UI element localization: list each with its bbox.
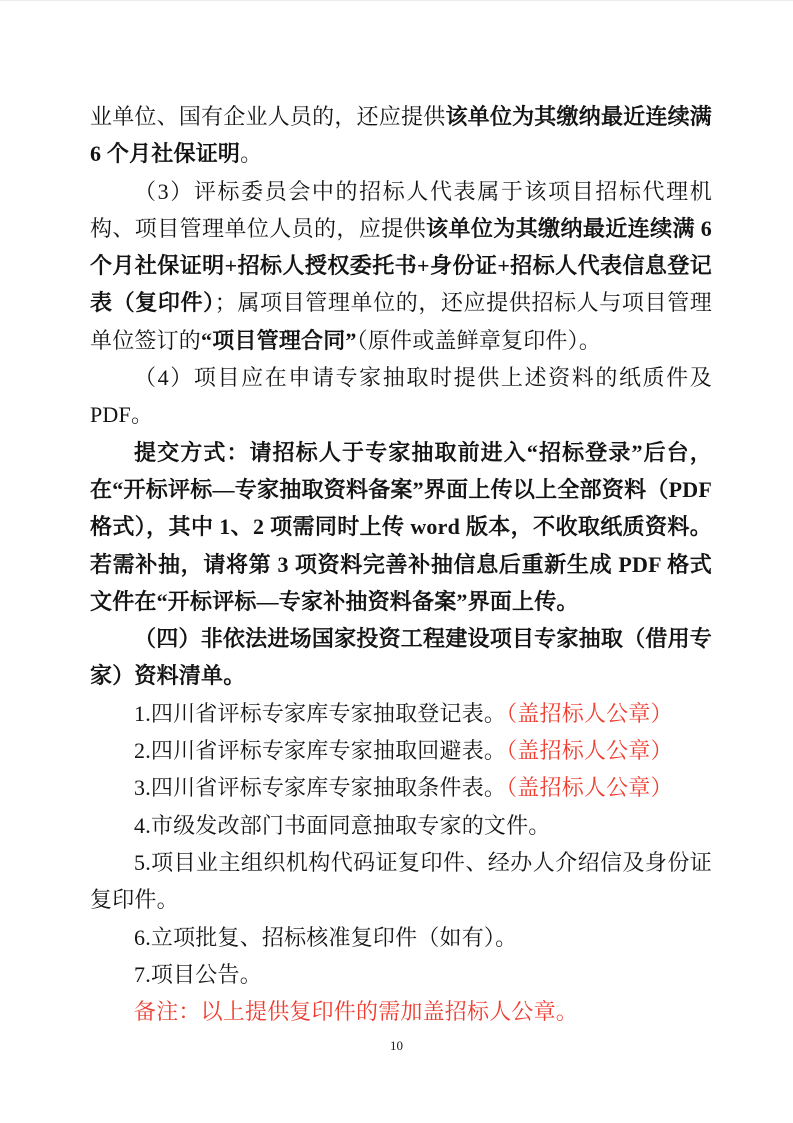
paragraph [90, 919, 712, 956]
text-run: 6.立项批复、招标核准复印件（如有）。 [134, 924, 518, 950]
text-run: “项目管理合同” [201, 327, 357, 353]
paragraph [90, 359, 712, 434]
page-number: 10 [390, 1038, 403, 1053]
text-run: （3）评标委员会中的招标人代表属于该项目招标代理机构、项目管理单位人员的，应提供 [90, 178, 712, 241]
page-footer [0, 1037, 793, 1055]
text-run: （四）非依法进场国家投资工程建设项目专家抽取（借用专家）资料清单。 [90, 626, 712, 689]
text-run: 该单位为其缴纳最近连续满 6 个月社保证明 [90, 104, 712, 167]
paragraph [90, 956, 712, 993]
paragraph [90, 769, 712, 806]
paragraph [90, 993, 712, 1030]
text-run: （盖招标人公章） [506, 775, 673, 801]
paragraph [90, 695, 712, 732]
paragraph [90, 173, 712, 359]
paragraph [90, 434, 712, 620]
text-run: 4.市级发改部门书面同意抽取专家的文件。 [134, 812, 551, 838]
text-run: （原件或盖鲜章复印件）。 [356, 327, 602, 353]
text-run: （盖招标人公章） [506, 738, 673, 764]
text-run: （盖招标人公章） [506, 700, 673, 726]
paragraph [90, 844, 712, 919]
text-run: 备注：以上提供复印件的需加盖招标人公章。 [134, 999, 579, 1025]
paragraph [90, 732, 712, 769]
text-run: 业单位、国有企业人员的，还应提供 [90, 104, 446, 129]
paragraph [90, 620, 712, 695]
text-run: 7.项目公告。 [134, 961, 262, 987]
text-run: 3.四川省评标专家库专家抽取条件表。 [134, 775, 507, 801]
text-run: 5.项目业主组织机构代码证复印件、经办人介绍信及身份证复印件。 [90, 849, 712, 913]
text-run: 该单位为其缴纳最近连续满 6 个月社保证明+招标人授权委托书+身份证+招标人代表信息登记表（复印件） [90, 215, 712, 316]
paragraph [90, 807, 712, 844]
text-run: （4）项目应在申请专家抽取时提供上述资料的纸质件及 PDF。 [90, 365, 712, 428]
document-body [90, 98, 712, 1030]
text-run: 。 [240, 141, 263, 167]
text-run: 1.四川省评标专家库专家抽取登记表。 [134, 700, 507, 726]
text-run: 提交方式：请招标人于专家抽取前进入“招标登录”后台，在“开标评标—专家抽取资料备案”界面上传以上全部资料（PDF 格式），其中 1、2 项需同时上传 word 版本，不收取纸质资料。若需补抽，请将第 3 项资料完善补抽信息后重新生成 PDF 格式文件在“开标评标—专家补抽资料备案”界面上传。 [90, 439, 712, 614]
paragraph [90, 98, 712, 173]
text-run: ；属项目管理单位的，还应提供招标人与项目管理单位签订的 [90, 290, 712, 353]
text-run: 2.四川省评标专家库专家抽取回避表。 [134, 738, 507, 764]
